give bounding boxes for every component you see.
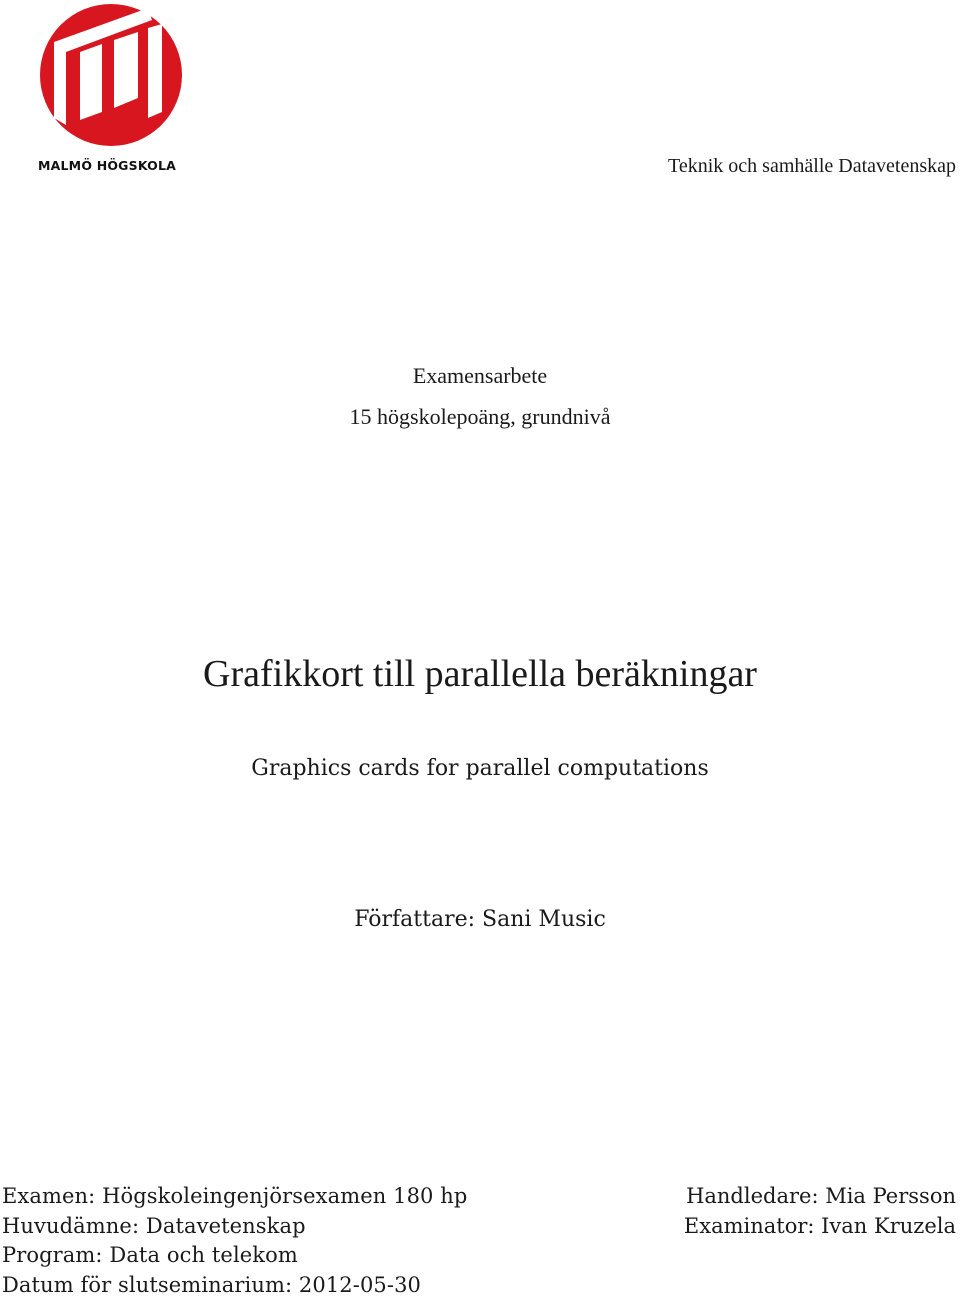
exam-line: Examen: Högskoleingenjörsexamen 180 hp (2, 1182, 467, 1212)
department-label: Teknik och samhälle Datavetenskap (668, 155, 956, 178)
supervision-details (684, 1182, 956, 1241)
seminar-date-line: Datum för slutseminarium: 2012-05-30 (2, 1271, 467, 1300)
thesis-subtitle: Graphics cards for parallel computations (0, 756, 960, 781)
main-subject-line: Huvudämne: Datavetenskap (2, 1212, 467, 1242)
thesis-credits: 15 högskolepoäng, grundnivå (0, 404, 960, 430)
thesis-type: Examensarbete (0, 363, 960, 389)
thesis-title: Grafikkort till parallella beräkningar (0, 652, 960, 696)
examiner-line: Examinator: Ivan Kruzela (684, 1212, 956, 1242)
program-line: Program: Data och telekom (2, 1241, 467, 1271)
institution-name: MALMÖ HÖGSKOLA (38, 158, 188, 173)
author-line: Författare: Sani Music (0, 907, 960, 932)
exam-details (2, 1182, 467, 1300)
supervisor-line: Handledare: Mia Persson (684, 1182, 956, 1212)
malmo-hogskola-logo-icon (36, 0, 186, 150)
university-logo (36, 0, 186, 180)
